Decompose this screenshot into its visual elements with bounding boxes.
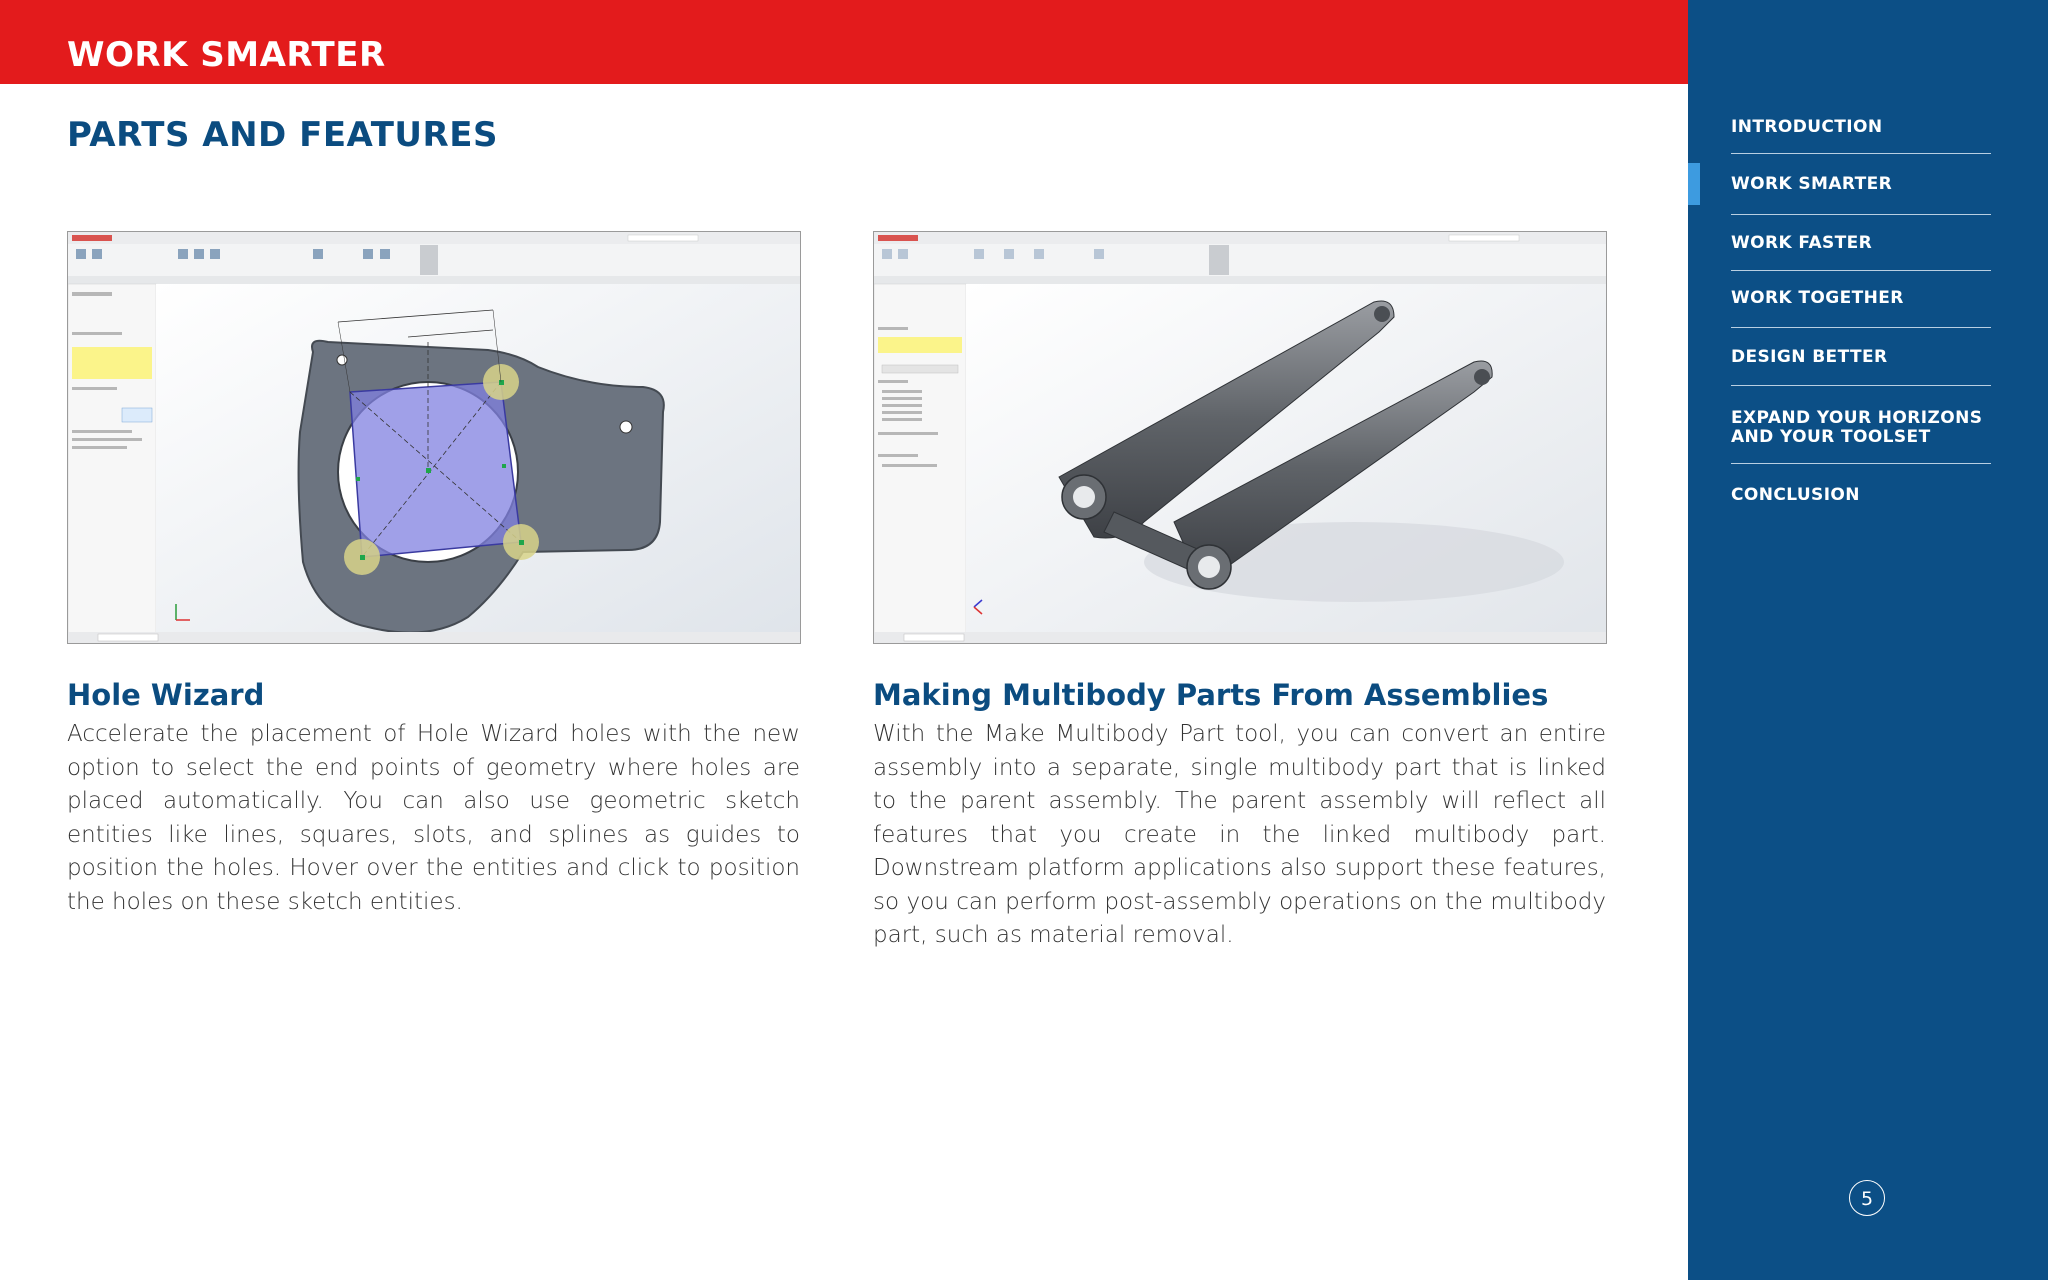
nav-divider [1731, 214, 1991, 215]
nav-item-work-together[interactable]: WORK TOGETHER [1731, 288, 1904, 308]
nav-divider [1731, 270, 1991, 271]
nav-item-conclusion[interactable]: CONCLUSION [1731, 485, 1860, 505]
multibody-body: With the Make Multibody Part tool, you can convert an entire assembly into a separate, single multibody part that is linked to the parent assembly. The parent assembly will reflect all features that you create in the linked multibody part. Downstream platform applications also support these features, so you can perform post-assembly operations on the multibody part, such as material removal. [873, 721, 1606, 948]
section-title: PARTS AND FEATURES [67, 115, 498, 155]
hole-wizard-heading: Hole Wizard [67, 678, 265, 712]
nav-item-work-faster[interactable]: WORK FASTER [1731, 233, 1873, 253]
nav-divider [1731, 463, 1991, 464]
page-number: 5 [1849, 1180, 1885, 1216]
hole-wizard-screenshot [67, 231, 801, 644]
hole-wizard-body: Accelerate the placement of Hole Wizard holes with the new option to select the end points of geometry where holes are placed automatically. You can also use geometric sketch entities like lines, squares, slots, and splines as guides to position the holes. Hover over the entities and click to position the holes on these sketch entities. [67, 721, 800, 915]
nav-item-expand-your-horizons[interactable]: EXPAND YOUR HORIZONS AND YOUR TOOLSET [1731, 408, 1983, 447]
nav-item-work-smarter[interactable]: WORK SMARTER [1731, 174, 1893, 194]
nav-item-introduction[interactable]: INTRODUCTION [1731, 117, 1883, 137]
active-nav-marker [1688, 163, 1700, 205]
nav-item-design-better[interactable]: DESIGN BETTER [1731, 347, 1888, 367]
nav-divider [1731, 385, 1991, 386]
multibody-screenshot [873, 231, 1607, 644]
nav-divider [1731, 153, 1991, 154]
chapter-title: WORK SMARTER [67, 35, 386, 75]
nav-divider [1731, 327, 1991, 328]
multibody-heading: Making Multibody Parts From Assemblies [873, 678, 1549, 712]
